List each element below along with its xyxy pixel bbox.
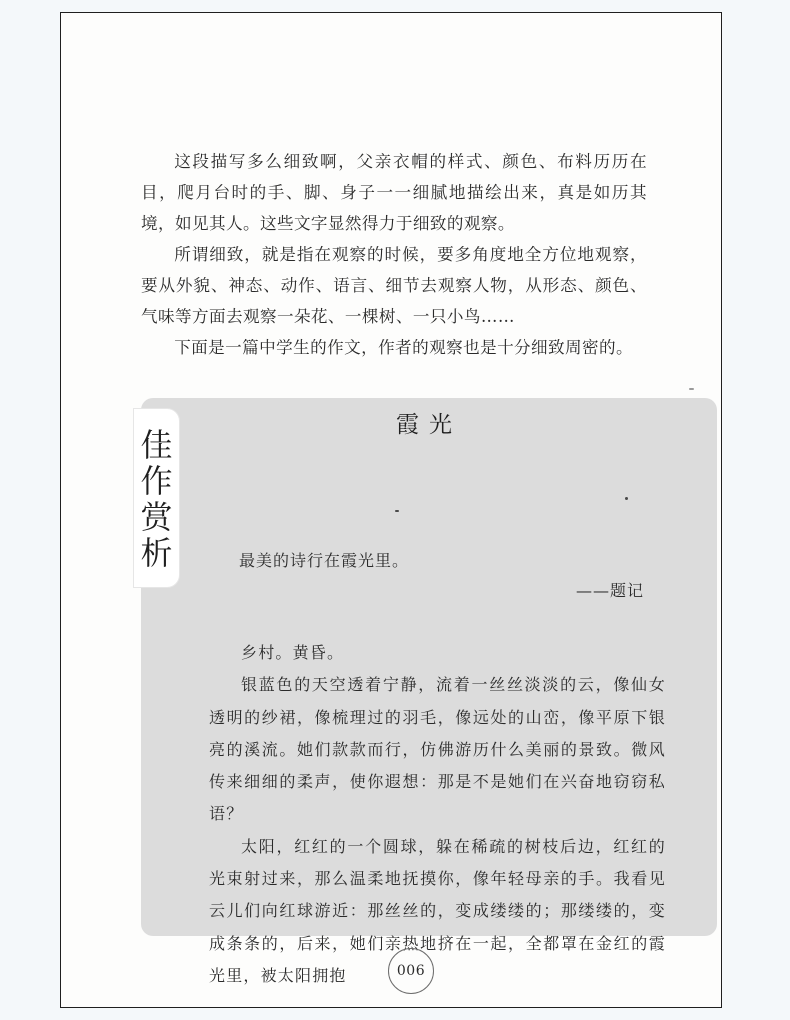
essay-paragraph: 银蓝色的天空透着宁静，流着一丝丝淡淡的云，像仙女透明的纱裙，像梳理过的羽毛，像远处的山峦，像平原下银亮的溪流。她们款款而行，仿佛游历什么美丽的景致。微风传来细细的柔声，使你遐想：那是不是她们在兴奋地窃窃私语？ (209, 675, 666, 824)
essay-paragraph: 乡村。黄昏。 (241, 643, 345, 662)
epigraph: 最美的诗行在霞光里。 (239, 551, 410, 570)
page-number: 006 (388, 948, 434, 994)
epigraph-source: ——题记 (575, 581, 644, 600)
section-tab-label: 佳 作 赏 析 (140, 426, 173, 572)
essay-body (209, 637, 666, 992)
book-page (60, 12, 722, 1008)
intro-paragraph: 这段描写多么细致啊，父亲衣帽的样式、颜色、布料历历在目，爬月台时的手、脚、身子一一细腻地描绘出来，真是如历其境，如见其人。这些文字显然得力于细致的观察。 (141, 152, 647, 233)
intro-paragraph: 下面是一篇中学生的作文，作者的观察也是十分细致周密的。 (174, 338, 634, 357)
print-speck (689, 388, 694, 390)
essay-title: 霞光 (396, 412, 462, 438)
essay-paragraph: 太阳，红红的一个圆球，躲在稀疏的树枝后边，红红的光束射过来，那么温柔地抚摸你，像年轻母亲的手。我看见云儿们向红球游近：那丝丝的，变成缕缕的；那缕缕的，变成条条的，后来，她们亲热地挤在一起，全都罩在金红的霞光里，被太阳拥抱 (209, 836, 666, 985)
intro-text (141, 146, 647, 363)
print-speck (395, 510, 399, 512)
intro-paragraph: 所谓细致，就是指在观察的时候，要多角度地全方位地观察，要从外貌、神态、动作、语言、细节去观察人物，从形态、颜色、气味等方面去观察一朵花、一棵树、一只小鸟…… (141, 245, 647, 326)
print-speck (625, 497, 628, 500)
